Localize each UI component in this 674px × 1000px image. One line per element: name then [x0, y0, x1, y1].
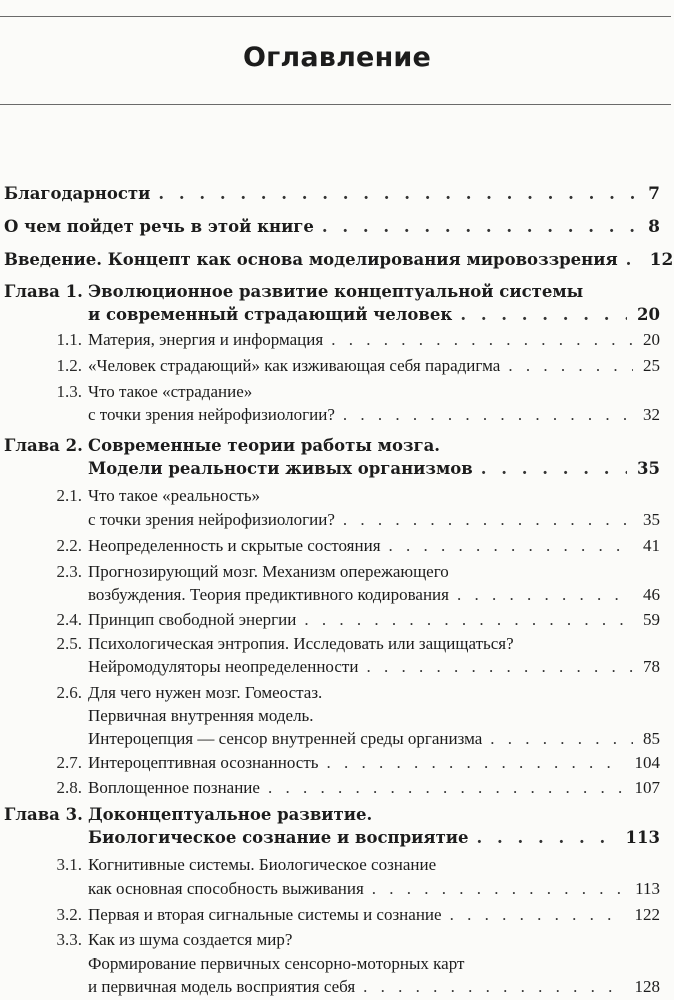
toc-entry-3-1[interactable] [88, 879, 660, 899]
page-number: 8 [648, 217, 660, 237]
entry-title: и современный страдающий человек [88, 305, 453, 324]
dot-leader [508, 356, 633, 376]
dot-leader [366, 657, 633, 677]
page-number: 128 [634, 977, 660, 996]
section-number: 3.1. [56, 855, 82, 874]
dot-leader [343, 405, 633, 425]
toc-entry-1-2[interactable] [88, 356, 660, 376]
entry-title: как основная способность выживания [88, 879, 364, 898]
section-title-line[interactable]: Что такое «реальность» [88, 486, 261, 505]
dot-leader [327, 753, 625, 773]
toc-entry-2-3[interactable] [88, 585, 660, 605]
section-title-line[interactable]: Как из шума создается мир? [88, 930, 293, 949]
page-number: 122 [634, 905, 660, 924]
entry-title: Благодарности [4, 184, 151, 203]
page-number: 104 [634, 753, 660, 772]
section-title-line[interactable]: Формирование первичных сенсорно-моторных карт [88, 954, 465, 973]
section-title-line[interactable]: Первичная внутренняя модель. [88, 706, 314, 725]
dot-leader [477, 828, 616, 847]
section-number: 2.2. [56, 536, 82, 555]
page-number: 113 [635, 879, 660, 898]
section-number: 2.6. [56, 683, 82, 702]
section-number: 2.8. [56, 778, 82, 797]
chapter-3-label: Глава 3. [4, 805, 83, 824]
entry-title: Введение. Концепт как основа моделирования мировоззрения [4, 250, 618, 269]
toc-entry-2-6[interactable] [88, 729, 660, 749]
page-number: 85 [643, 729, 660, 748]
dot-leader [158, 184, 638, 203]
dot-leader [481, 459, 627, 478]
section-title-line[interactable]: Что такое «страдание» [88, 382, 253, 401]
section-title-line[interactable]: Для чего нужен мозг. Гомеостаз. [88, 683, 323, 702]
toc-entry-2-7[interactable] [88, 753, 660, 773]
toc-entry-chapter-3[interactable] [88, 828, 660, 847]
section-title-line[interactable]: Прогнозирующий мозг. Механизм опережающего [88, 562, 449, 581]
entry-title: Первая и вторая сигнальные системы и сознание [88, 905, 442, 924]
toc-entry-2-1[interactable] [88, 510, 660, 530]
dot-leader [304, 610, 633, 630]
toc-entry-introduction[interactable] [4, 250, 674, 270]
dot-leader [490, 729, 633, 749]
entry-title: возбуждения. Теория предиктивного кодирования [88, 585, 449, 604]
entry-title: Принцип свободной энергии [88, 610, 297, 629]
page-number: 35 [637, 459, 660, 478]
section-number: 1.1. [56, 330, 82, 349]
title-rule [0, 104, 671, 105]
section-number: 3.3. [56, 930, 82, 949]
section-number: 1.2. [56, 356, 82, 375]
entry-title: О чем пойдет речь в этой книге [4, 217, 314, 236]
entry-title: Материя, энергия и информация [88, 330, 324, 349]
page-number: 7 [648, 184, 660, 204]
page-number: 20 [637, 305, 660, 324]
toc-entry-chapter-2[interactable] [88, 459, 660, 478]
toc-entry-1-1[interactable] [88, 330, 660, 350]
toc-entry-2-4[interactable] [88, 610, 660, 630]
dot-leader [268, 778, 625, 798]
toc-entry-acknowledgements[interactable] [4, 184, 660, 204]
entry-title: Модели реальности живых организмов [88, 459, 473, 478]
toc-entry-chapter-1[interactable] [88, 305, 660, 324]
section-number: 1.3. [56, 382, 82, 401]
section-title-line[interactable]: Когнитивные системы. Биологическое сознание [88, 855, 437, 874]
chapter-2-label: Глава 2. [4, 436, 83, 455]
section-number: 2.4. [56, 610, 82, 629]
toc-entry-3-2[interactable] [88, 905, 660, 925]
page-number: 46 [643, 585, 660, 604]
dot-leader [626, 250, 640, 269]
entry-title: Неопределенность и скрытые состояния [88, 536, 381, 555]
dot-leader [331, 330, 633, 350]
page-number: 78 [643, 657, 660, 676]
entry-title: с точки зрения нейрофизиологии? [88, 405, 335, 424]
entry-title: с точки зрения нейрофизиологии? [88, 510, 335, 529]
dot-leader [363, 977, 624, 997]
page-number: 20 [643, 330, 660, 349]
page-number: 59 [643, 610, 660, 629]
chapter-2-title-line[interactable]: Современные теории работы мозга. [88, 436, 441, 455]
dot-leader [322, 217, 638, 236]
entry-title: Интероцептивная осознанность [88, 753, 319, 772]
top-rule [0, 16, 671, 17]
section-number: 2.3. [56, 562, 82, 581]
dot-leader [450, 905, 625, 925]
entry-title: и первичная модель восприятия себя [88, 977, 356, 996]
page-number: 25 [643, 356, 660, 375]
page-title: Оглавление [242, 42, 432, 73]
chapter-3-title-line[interactable]: Доконцептуальное развитие. [88, 805, 373, 824]
dot-leader [343, 510, 633, 530]
page-number: 107 [634, 778, 660, 797]
toc-entry-about-book[interactable] [4, 217, 660, 237]
page-number: 113 [625, 828, 660, 847]
section-number: 2.5. [56, 634, 82, 653]
toc-entry-1-3[interactable] [88, 405, 660, 425]
chapter-1-label: Глава 1. [4, 282, 83, 301]
toc-entry-2-2[interactable] [88, 536, 660, 556]
dot-leader [372, 879, 625, 899]
entry-title: Нейромодуляторы неопределенности [88, 657, 359, 676]
dot-leader [389, 536, 633, 556]
section-number: 2.7. [56, 753, 82, 772]
page-number: 32 [643, 405, 660, 424]
page-number: 41 [643, 536, 660, 555]
toc-entry-2-8[interactable] [88, 778, 660, 798]
section-title-line[interactable]: Психологическая энтропия. Исследовать или защищаться? [88, 634, 514, 653]
entry-title: Воплощенное познание [88, 778, 260, 797]
toc-entry-2-5[interactable] [88, 657, 660, 677]
toc-entry-3-3[interactable] [88, 977, 660, 997]
page-number: 12 [649, 250, 674, 270]
page-number: 35 [643, 510, 660, 529]
chapter-1-title-line[interactable]: Эволюционное развитие концептуальной системы [88, 282, 584, 301]
section-number: 3.2. [56, 905, 82, 924]
entry-title: «Человек страдающий» как изживающая себя парадигма [88, 356, 501, 375]
section-number: 2.1. [56, 486, 82, 505]
dot-leader [460, 305, 627, 324]
entry-title: Биологическое сознание и восприятие [88, 828, 469, 847]
dot-leader [457, 585, 633, 605]
entry-title: Интероцепция — сенсор внутренней среды организма [88, 729, 483, 748]
